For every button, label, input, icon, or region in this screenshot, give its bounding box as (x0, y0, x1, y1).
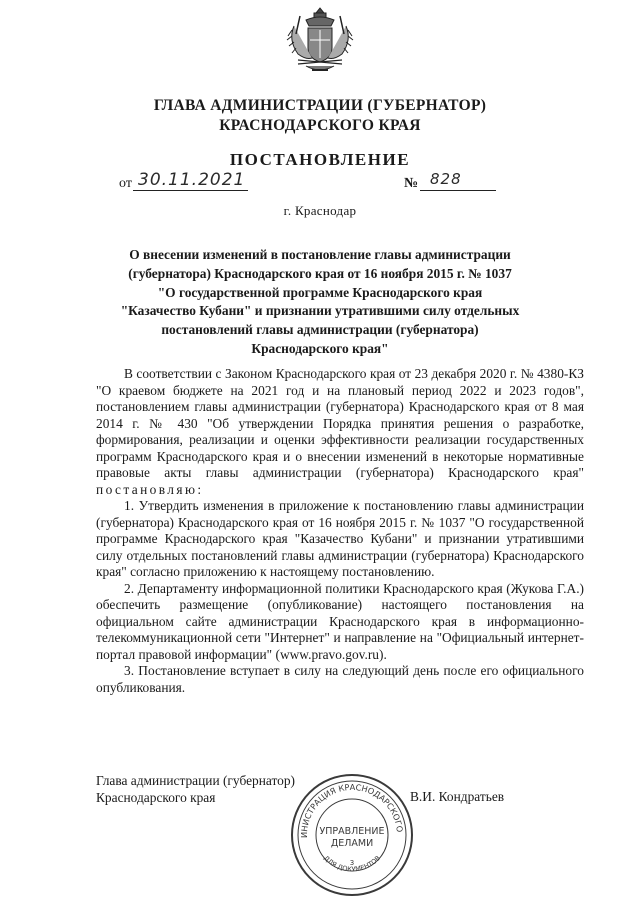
date-underline (133, 190, 248, 191)
stamp-center-line-2: ДЕЛАМИ (330, 838, 374, 849)
number-label: № (404, 176, 419, 191)
document-type-heading: ПОСТАНОВЛЕНИЕ (229, 150, 411, 169)
item-2-paragraph: 2. Департаменту информационной политики Краснодарского края (Жукова Г.А.) обеспечить размещение (опубликование) настоящего постановления на официальном сайте администрации Краснодарского края в информационно-телекоммуникационной сети "Интернет" и направление на "Официальный интернет-портал правовой информации" (www.pravo.gov.ru). (96, 580, 584, 662)
signatory-name: В.И. Кондратьев (410, 789, 505, 804)
round-seal-icon (289, 772, 415, 898)
date-handwritten: 30.11.2021 (138, 170, 246, 190)
item-1-paragraph: 1. Утвердить изменения в приложение к постановлению главы администрации (губернатора) Краснодарского края от 16 ноября 2015 г. № 1037 "О государственной программе Краснодарского края "Казачество Кубани" и признании утратившими силу отдельных постановлений главы администрации (губернатора) Краснодарского края" согласно приложению к настоящему постановлению. (96, 498, 584, 579)
document-body (96, 366, 584, 696)
title-line: О внесении изменений в постановление главы администрации (129, 247, 511, 262)
number-underline (420, 190, 496, 191)
signatory-position-line-1: Глава администрации (губернатор) (96, 773, 296, 788)
number-handwritten: 828 (430, 170, 462, 188)
date-label: от (119, 176, 132, 191)
preamble-text: В соответствии с Законом Краснодарского края от 23 декабря 2020 г. № 4380-КЗ "О краевом бюджете на 2021 год и на плановый период 2022 и 2023 годов", постановлением главы администрации (губернатора) Краснодарского края от 8 мая 2014 г. № 430 "Об утверждении Порядка принятия решения о разработке, формирования, реализации и оценки эффективности реализации государственных программ Краснодарского края и о внесении изменений в некоторые нормативные правовые акты главы администрации (губернатора) Краснодарского края" (96, 366, 584, 480)
item-3-paragraph: 3. Постановление вступает в силу на следующий день после его официального опубликования. (96, 663, 584, 695)
title-line: постановлений главы администрации (губернатора) (161, 322, 479, 338)
signatory-position-line-2: Краснодарского края (96, 790, 216, 805)
stamp-number: 3 (349, 859, 355, 867)
city: г. Краснодар (283, 203, 357, 218)
title-line: "О государственной программе Краснодарского края (157, 284, 483, 300)
preamble-paragraph (96, 366, 584, 498)
issuer-line-1: ГЛАВА АДМИНИСТРАЦИИ (ГУБЕРНАТОР) (153, 97, 487, 114)
title-line: (губернатора) Краснодарского края от 16 ноября 2015 г. № 1037 (128, 265, 512, 281)
title-line: "Казачество Кубани" и признании утратившими силу отдельных (120, 303, 520, 319)
stamp-center-line-1: УПРАВЛЕНИЕ (319, 826, 385, 837)
signatory-position (96, 772, 295, 806)
coat-of-arms-icon (286, 6, 354, 76)
resolves-word: постановляю: (96, 481, 204, 497)
document-title (120, 246, 520, 359)
stamp-ring-text: ИНИСТРАЦИЯ КРАСНОДАРСКОГО (298, 781, 405, 839)
stamp-bottom-text: ДЛЯ ДОКУМЕНТОВ (321, 854, 383, 874)
issuer-line-2: КРАСНОДАРСКОГО КРАЯ (219, 117, 421, 134)
title-line: Краснодарского края" (251, 340, 389, 356)
